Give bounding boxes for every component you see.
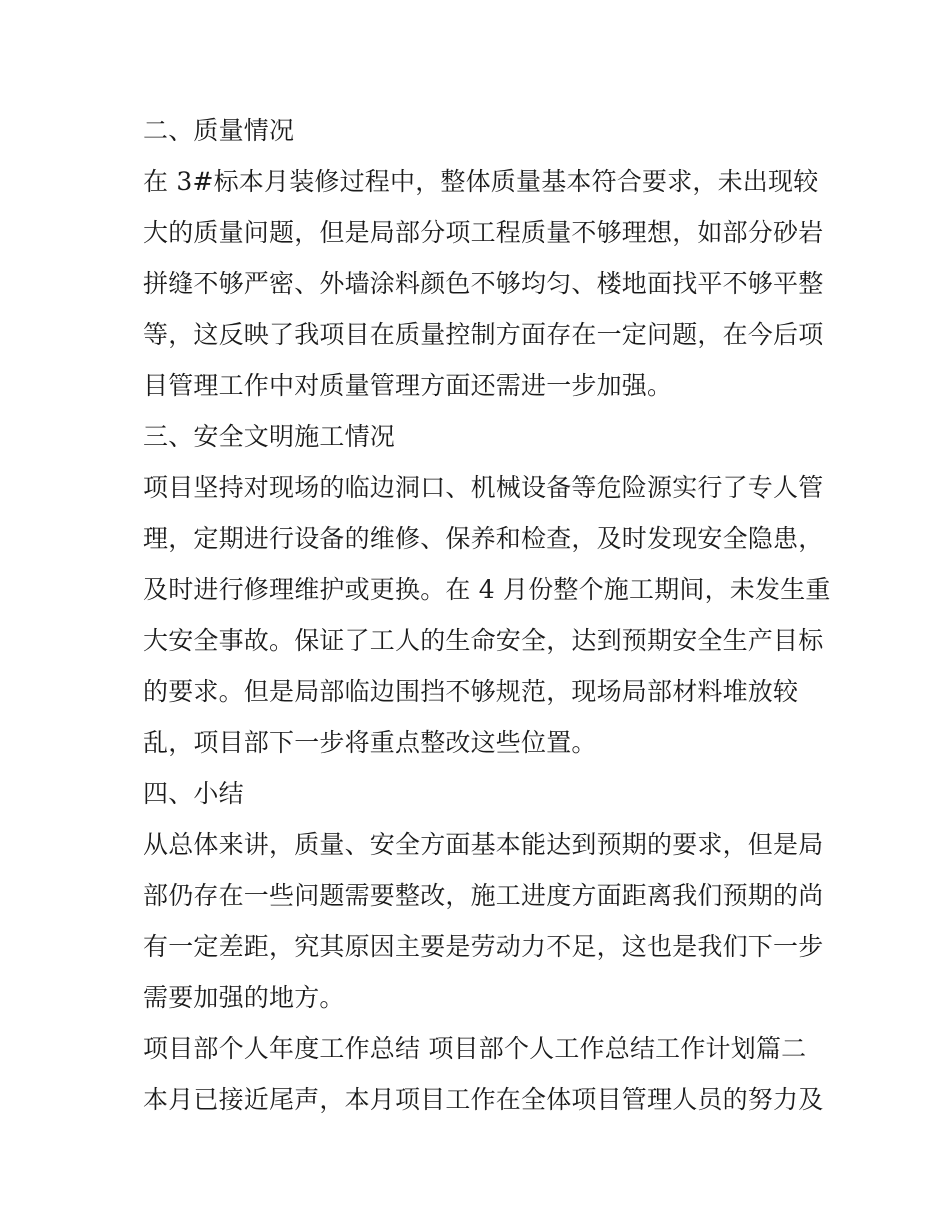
paragraph-line: 大安全事故。保证了工人的生命安全，达到预期安全生产目标 [143,626,824,655]
paragraph-line: 项目坚持对现场的临边洞口、机械设备等危险源实行了专人管 [143,473,824,502]
paragraph-line: 理，定期进行设备的维修、保养和检查，及时发现安全隐患， [143,524,824,553]
paragraph-line: 目管理工作中对质量管理方面还需进一步加强。 [143,371,673,400]
paragraph-line: 的要求。但是局部临边围挡不够规范，现场局部材料堆放较 [143,677,799,706]
paragraph-line: 及时进行修理维护或更换。在 4 月份整个施工期间，未发生重 [143,575,831,604]
paragraph-line: 乱，项目部下一步将重点整改这些位置。 [143,728,597,757]
section-heading-safety: 三、安全文明施工情况 [143,422,396,451]
paragraph-line: 在 3#标本月装修过程中，整体质量基本符合要求，未出现较 [143,167,819,196]
paragraph-line: 部仍存在一些问题需要整改，施工进度方面距离我们预期的尚 [143,881,824,910]
paragraph-line: 有一定差距，究其原因主要是劳动力不足，这也是我们下一步 [143,932,824,961]
paragraph-line: 需要加强的地方。 [143,983,345,1012]
section-heading-summary: 四、小结 [143,779,244,808]
paragraph-line: 等，这反映了我项目在质量控制方面存在一定问题，在今后项 [143,320,824,349]
section-heading-quality: 二、质量情况 [143,116,295,145]
paragraph-line: 大的质量问题，但是局部分项工程质量不够理想，如部分砂岩 [143,218,824,247]
article-title-line: 项目部个人年度工作总结 项目部个人工作总结工作计划篇二 [143,1034,807,1063]
document-body [143,105,831,1125]
paragraph-line: 从总体来讲，质量、安全方面基本能达到预期的要求，但是局 [143,830,824,859]
paragraph-line: 拼缝不够严密、外墙涂料颜色不够均匀、楼地面找平不够平整 [143,269,824,298]
paragraph-line: 本月已接近尾声，本月项目工作在全体项目管理人员的努力及 [143,1085,824,1114]
